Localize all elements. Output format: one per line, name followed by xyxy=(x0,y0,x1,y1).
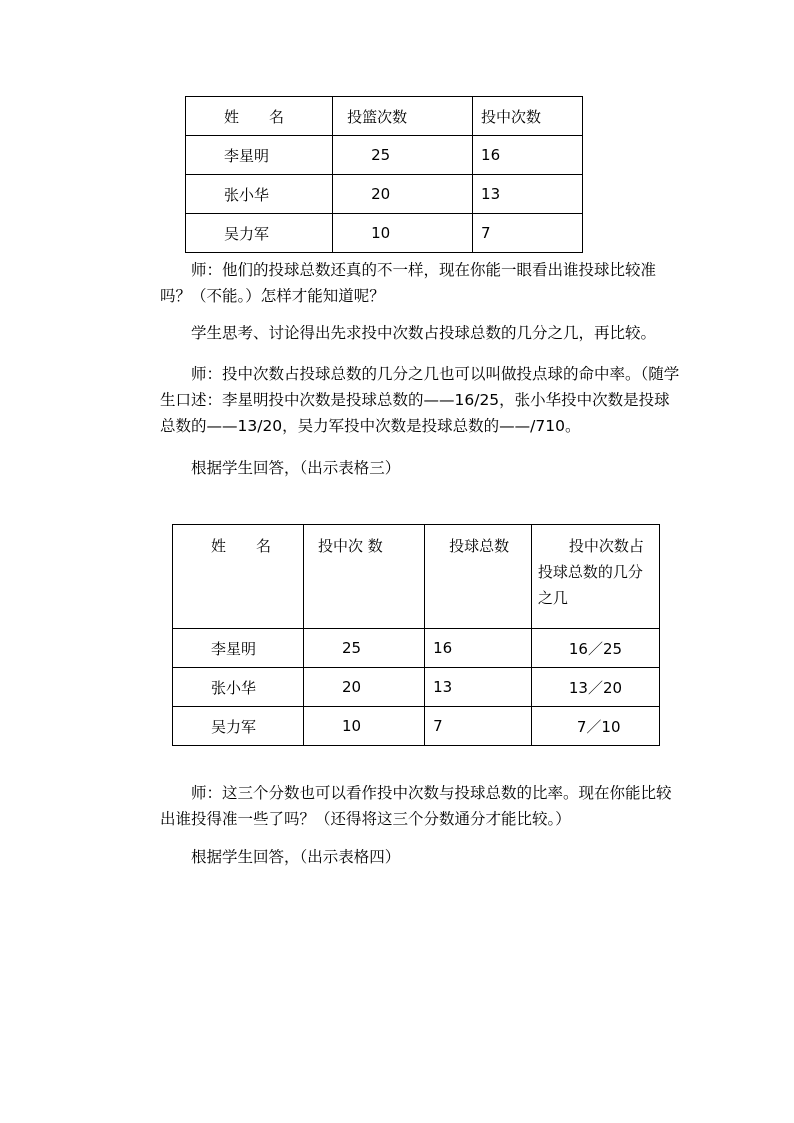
table-cell: 7／10 xyxy=(531,707,659,746)
table-cell: 25 xyxy=(333,136,473,175)
table-cell: 16 xyxy=(473,136,583,175)
table-cell: 7 xyxy=(425,707,532,746)
table-cell: 吴力军 xyxy=(186,214,333,253)
table-cell: 10 xyxy=(333,214,473,253)
table-cell: 李星明 xyxy=(186,136,333,175)
table-header-cell: 投中次 数 xyxy=(303,525,424,629)
paragraph-hit-rate-explanation: 师：投中次数占投球总数的几分之几也可以叫做投点球的命中率。（随学生口述：李星明投中次数是投球总数的——16/25，张小华投中次数是投球总数的——13/20，吴力军投中次数是投球总数的——/710。 xyxy=(160,365,680,435)
paragraph-student-discussion: 学生思考、讨论得出先求投中次数占投球总数的几分之几，再比较。 xyxy=(191,324,657,342)
table-cell: 13 xyxy=(425,668,532,707)
shooting-attempts-table xyxy=(185,96,583,253)
table-cell: 20 xyxy=(333,175,473,214)
table-cell: 10 xyxy=(303,707,424,746)
paragraph-ratio-question: 师：这三个分数也可以看作投中次数与投球总数的比率。现在你能比较出谁投得准一些了吗？（还得将这三个分数通分才能比较。） xyxy=(160,784,672,828)
table-cell: 李星明 xyxy=(173,629,304,668)
paragraph-teacher-question: 师：他们的投球总数还真的不一样，现在你能一眼看出谁投球比较准吗？（不能。）怎样才能知道呢？ xyxy=(160,261,657,305)
table-header-row xyxy=(186,97,583,136)
table-cell: 16 xyxy=(425,629,532,668)
table-cell: 13／20 xyxy=(531,668,659,707)
table-cell: 张小华 xyxy=(173,668,304,707)
table-cell: 7 xyxy=(473,214,583,253)
table-cell: 25 xyxy=(303,629,424,668)
table-row xyxy=(186,175,583,214)
table-row xyxy=(173,668,660,707)
table-cell: 吴力军 xyxy=(173,707,304,746)
table-cell: 16／25 xyxy=(531,629,659,668)
table-header-row xyxy=(173,525,660,629)
table-header-cell: 姓 名 xyxy=(173,525,304,629)
table-cell: 20 xyxy=(303,668,424,707)
paragraph-show-table-three: 根据学生回答，（出示表格三） xyxy=(191,459,401,477)
table-cell: 张小华 xyxy=(186,175,333,214)
table-row xyxy=(186,136,583,175)
table-header-cell: 投中次数 xyxy=(473,97,583,136)
table-cell: 13 xyxy=(473,175,583,214)
table-row xyxy=(173,629,660,668)
table-row xyxy=(186,214,583,253)
paragraph-show-table-four: 根据学生回答，（出示表格四） xyxy=(191,848,401,866)
table-header-cell: 投篮次数 xyxy=(333,97,473,136)
table-header-cell: 投球总数 xyxy=(425,525,532,629)
table-row xyxy=(173,707,660,746)
table-header-cell: 投中次数占投球总数的几分之几 xyxy=(531,525,659,629)
hit-rate-table xyxy=(172,524,660,746)
table-header-cell: 姓 名 xyxy=(186,97,333,136)
